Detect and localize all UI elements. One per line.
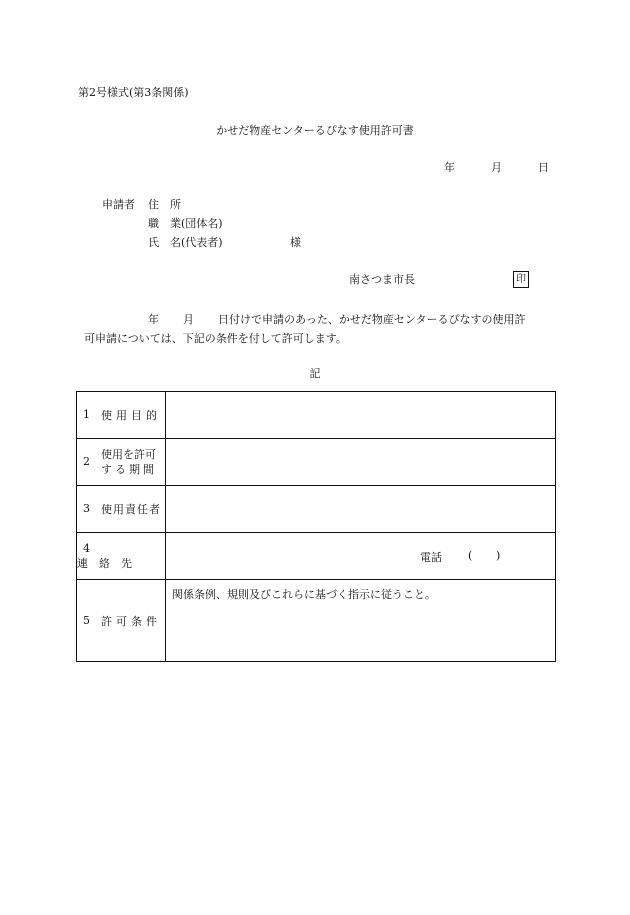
date-month: 月: [491, 161, 502, 174]
row-number: 5: [83, 613, 90, 627]
conditions-text: 関係条例、規則及びこれらに基づく指示に従うこと。: [172, 588, 436, 601]
date-year: 年: [444, 161, 455, 174]
body-month: 月: [183, 313, 194, 326]
body-year: 年: [148, 313, 159, 326]
table-row: [77, 486, 556, 533]
document-title: かせだ物産センターるぴなす使用許可書: [216, 124, 414, 137]
row-number: 3: [83, 502, 90, 515]
row-label: [77, 439, 166, 486]
phone-open-paren: (: [468, 549, 473, 562]
phone-close-paren: ): [496, 549, 501, 562]
row-label-text: 連絡先: [77, 556, 143, 570]
form-number: 第2号様式(第3条関係): [78, 86, 189, 99]
table-row: [77, 533, 556, 580]
phone-label: 電話: [420, 551, 442, 564]
address-label: 住 所: [148, 198, 181, 211]
row-label: [77, 486, 166, 533]
issue-date: [444, 161, 549, 175]
period-value[interactable]: [166, 439, 556, 486]
row-label-text: 使用責任者: [101, 503, 161, 516]
row-label: [77, 533, 166, 580]
permission-text: [84, 310, 558, 348]
seal-mark: 印: [513, 271, 529, 288]
issuer-title: 南さつま市長: [349, 273, 415, 286]
body-line2: 可申請については、下記の条件を付して許可します。: [84, 332, 347, 345]
responsible-person-value[interactable]: [166, 486, 556, 533]
date-day: 日: [538, 161, 549, 174]
row-label: [77, 392, 166, 439]
row-number: 1: [83, 408, 90, 421]
occupation-label: 職 業(団体名): [148, 217, 223, 230]
table-row: [77, 439, 556, 486]
table-row: [77, 392, 556, 439]
row-label-text: 許可条件: [101, 614, 161, 628]
row-label-text: 使用目的: [101, 409, 161, 422]
period-label-line2: する期間: [101, 463, 157, 476]
ki-heading: 記: [309, 367, 321, 380]
applicant-heading: 申請者: [102, 198, 135, 211]
period-label-line1: 使用を許可: [101, 448, 156, 461]
table-row: [77, 580, 556, 662]
row-label: [77, 580, 166, 662]
conditions-cell[interactable]: [166, 580, 556, 662]
body-line1: 日付けで申請のあった、かせだ物産センターるぴなすの使用許: [218, 313, 526, 326]
row-label-text: [101, 447, 157, 477]
contact-value[interactable]: [166, 533, 556, 580]
permission-table: [76, 391, 556, 662]
row-number: 2: [83, 455, 90, 468]
row-number: 4: [83, 541, 90, 555]
purpose-value[interactable]: [166, 392, 556, 439]
honorific-sama: 様: [290, 236, 301, 249]
name-label: 氏 名(代表者): [148, 236, 223, 249]
